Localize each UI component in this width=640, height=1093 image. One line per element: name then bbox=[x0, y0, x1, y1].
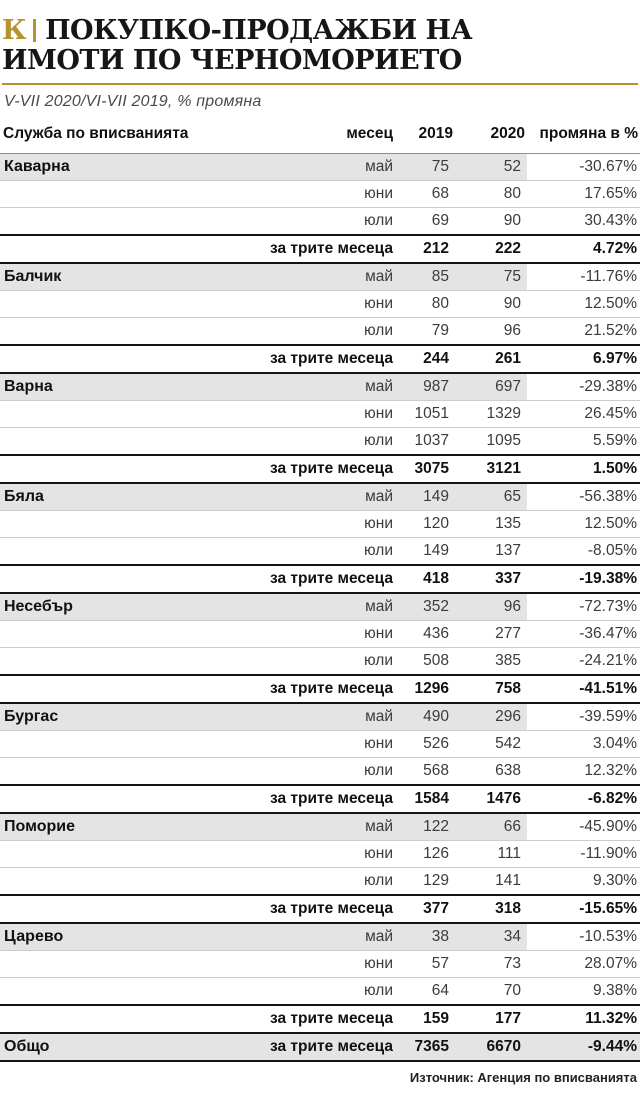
change-cell: -72.73% bbox=[579, 598, 637, 616]
value-2020-cell: 1329 bbox=[486, 405, 521, 423]
value-2019-cell: 377 bbox=[423, 900, 449, 918]
page-title bbox=[2, 16, 638, 76]
value-2020-cell: 1476 bbox=[486, 790, 521, 808]
table-header bbox=[0, 119, 640, 154]
month-cell: май bbox=[232, 703, 393, 731]
value-2019-cell: 1037 bbox=[414, 432, 449, 450]
town-cell: Варна bbox=[0, 373, 232, 401]
value-2020-cell: 6670 bbox=[455, 1033, 527, 1061]
change-cell: 9.38% bbox=[593, 982, 637, 1000]
value-2019-cell: 75 bbox=[393, 154, 455, 181]
value-2020-cell: 385 bbox=[495, 652, 521, 670]
title-text-1: ПОКУПКО-ПРОДАЖБИ НА bbox=[45, 15, 473, 46]
month-cell: юли bbox=[364, 542, 393, 560]
town-cell bbox=[0, 841, 232, 868]
table-row bbox=[0, 318, 640, 346]
change-cell: 1.50% bbox=[593, 460, 637, 478]
town-cell bbox=[0, 455, 232, 483]
month-cell: май bbox=[232, 483, 393, 511]
table-row bbox=[0, 648, 640, 676]
change-cell: -41.51% bbox=[579, 680, 637, 698]
town-cell: Несебър bbox=[0, 593, 232, 621]
change-cell: 17.65% bbox=[584, 185, 637, 203]
value-2019-cell: 244 bbox=[423, 350, 449, 368]
change-cell: -29.38% bbox=[579, 378, 637, 396]
town-cell bbox=[0, 538, 232, 566]
value-2020-cell: 34 bbox=[455, 923, 527, 951]
value-2019-cell: 57 bbox=[431, 955, 449, 973]
group-total-row bbox=[0, 455, 640, 483]
table-row bbox=[0, 154, 640, 181]
change-cell: -56.38% bbox=[579, 488, 637, 506]
value-2020-cell: 96 bbox=[455, 593, 527, 621]
table-row bbox=[0, 373, 640, 401]
month-cell: май bbox=[232, 813, 393, 841]
col-2019-header: 2019 bbox=[418, 125, 453, 143]
change-cell: -8.05% bbox=[587, 542, 637, 560]
town-cell bbox=[0, 731, 232, 758]
value-2019-cell: 508 bbox=[423, 652, 449, 670]
change-cell: 3.04% bbox=[593, 735, 637, 753]
value-2020-cell: 261 bbox=[495, 350, 521, 368]
value-2019-cell: 1584 bbox=[414, 790, 449, 808]
town-cell bbox=[0, 208, 232, 236]
change-cell: 26.45% bbox=[584, 405, 637, 423]
value-2020-cell: 90 bbox=[503, 295, 521, 313]
month-cell: юли bbox=[364, 652, 393, 670]
value-2019-cell: 69 bbox=[431, 212, 449, 230]
title-line-1 bbox=[2, 15, 472, 46]
change-cell: 4.72% bbox=[593, 240, 637, 258]
town-cell: Бяла bbox=[0, 483, 232, 511]
total-label-cell: за трите месеца bbox=[270, 240, 393, 258]
total-label-cell: за трите месеца bbox=[270, 460, 393, 478]
table-row bbox=[0, 428, 640, 456]
value-2019-cell: 120 bbox=[423, 515, 449, 533]
value-2019-cell: 129 bbox=[423, 872, 449, 890]
table-row bbox=[0, 291, 640, 318]
value-2020-cell: 66 bbox=[455, 813, 527, 841]
kapital-logo: К bbox=[2, 15, 27, 46]
value-2020-cell: 697 bbox=[455, 373, 527, 401]
value-2019-cell: 1051 bbox=[414, 405, 449, 423]
title-text-2: ИМОТИ ПО ЧЕРНОМОРИЕТО bbox=[2, 45, 462, 77]
month-cell: юли bbox=[364, 762, 393, 780]
value-2019-cell: 212 bbox=[423, 240, 449, 258]
value-2019-cell: 80 bbox=[431, 295, 449, 313]
town-cell bbox=[0, 648, 232, 676]
group-total-row bbox=[0, 235, 640, 263]
value-2020-cell: 337 bbox=[495, 570, 521, 588]
value-2020-cell: 1095 bbox=[486, 432, 521, 450]
change-cell: 28.07% bbox=[584, 955, 637, 973]
month-cell: юли bbox=[364, 212, 393, 230]
table-row bbox=[0, 511, 640, 538]
change-cell: -15.65% bbox=[579, 900, 637, 918]
value-2019-cell: 68 bbox=[431, 185, 449, 203]
town-cell bbox=[0, 895, 232, 923]
value-2020-cell: 111 bbox=[497, 845, 521, 863]
change-cell: -9.44% bbox=[527, 1033, 640, 1061]
month-cell: юни bbox=[364, 625, 393, 643]
value-2019-cell: 3075 bbox=[414, 460, 449, 478]
change-cell: -19.38% bbox=[579, 570, 637, 588]
value-2020-cell: 80 bbox=[503, 185, 521, 203]
value-2019-cell: 987 bbox=[393, 373, 455, 401]
value-2020-cell: 73 bbox=[503, 955, 521, 973]
month-cell: юни bbox=[364, 185, 393, 203]
town-cell: Бургас bbox=[0, 703, 232, 731]
value-2020-cell: 70 bbox=[503, 982, 521, 1000]
month-cell: май bbox=[232, 923, 393, 951]
town-cell bbox=[0, 318, 232, 346]
group-total-row bbox=[0, 675, 640, 703]
total-label-cell: за трите месеца bbox=[270, 680, 393, 698]
value-2019-cell: 159 bbox=[423, 1010, 449, 1028]
value-2019-cell: 64 bbox=[431, 982, 449, 1000]
value-2020-cell: 52 bbox=[455, 154, 527, 181]
town-cell bbox=[0, 235, 232, 263]
change-cell: 9.30% bbox=[593, 872, 637, 890]
total-label-cell: за трите месеца bbox=[270, 350, 393, 368]
change-cell: -6.82% bbox=[587, 790, 637, 808]
month-cell: юли bbox=[364, 322, 393, 340]
group-total-row bbox=[0, 785, 640, 813]
table-row bbox=[0, 923, 640, 951]
property-sales-table bbox=[0, 119, 640, 1062]
value-2020-cell: 96 bbox=[503, 322, 521, 340]
town-cell bbox=[0, 675, 232, 703]
table-row bbox=[0, 621, 640, 648]
value-2020-cell: 638 bbox=[495, 762, 521, 780]
town-cell bbox=[0, 951, 232, 978]
col-change-header: промяна в % bbox=[539, 125, 638, 143]
month-cell: юни bbox=[364, 735, 393, 753]
month-cell: юни bbox=[364, 515, 393, 533]
month-cell: май bbox=[232, 263, 393, 291]
gold-rule bbox=[2, 83, 638, 85]
table-row bbox=[0, 401, 640, 428]
table-row bbox=[0, 731, 640, 758]
town-cell bbox=[0, 978, 232, 1006]
value-2020-cell: 222 bbox=[495, 240, 521, 258]
header-row bbox=[0, 119, 640, 154]
month-cell: юли bbox=[364, 432, 393, 450]
value-2020-cell: 90 bbox=[503, 212, 521, 230]
table-row bbox=[0, 841, 640, 868]
value-2020-cell: 758 bbox=[495, 680, 521, 698]
month-cell: май bbox=[232, 373, 393, 401]
value-2020-cell: 542 bbox=[495, 735, 521, 753]
change-cell: -24.21% bbox=[579, 652, 637, 670]
value-2019-cell: 149 bbox=[393, 483, 455, 511]
month-cell: юли bbox=[364, 982, 393, 1000]
table-row bbox=[0, 758, 640, 786]
value-2020-cell: 65 bbox=[455, 483, 527, 511]
change-cell: -11.76% bbox=[580, 268, 637, 286]
group-total-row bbox=[0, 345, 640, 373]
month-cell: юни bbox=[364, 955, 393, 973]
table-row bbox=[0, 181, 640, 208]
town-cell bbox=[0, 428, 232, 456]
value-2019-cell: 149 bbox=[423, 542, 449, 560]
value-2020-cell: 296 bbox=[455, 703, 527, 731]
change-cell: 21.52% bbox=[584, 322, 637, 340]
total-label-cell: за трите месеца bbox=[270, 900, 393, 918]
value-2020-cell: 135 bbox=[495, 515, 521, 533]
table-row bbox=[0, 538, 640, 566]
group-total-row bbox=[0, 565, 640, 593]
value-2019-cell: 38 bbox=[393, 923, 455, 951]
month-cell: юни bbox=[364, 295, 393, 313]
value-2019-cell: 79 bbox=[431, 322, 449, 340]
table-row bbox=[0, 483, 640, 511]
value-2019-cell: 436 bbox=[423, 625, 449, 643]
change-cell: -30.67% bbox=[579, 158, 637, 176]
table-row bbox=[0, 951, 640, 978]
change-cell: 30.43% bbox=[584, 212, 637, 230]
town-cell: Общо bbox=[0, 1033, 232, 1061]
change-cell: 12.50% bbox=[584, 295, 637, 313]
group-total-row bbox=[0, 895, 640, 923]
change-cell: -39.59% bbox=[579, 708, 637, 726]
table-row bbox=[0, 978, 640, 1006]
town-cell: Поморие bbox=[0, 813, 232, 841]
change-cell: 6.97% bbox=[593, 350, 637, 368]
table-row bbox=[0, 593, 640, 621]
col-office-header: Служба по вписванията bbox=[3, 125, 189, 143]
value-2019-cell: 1296 bbox=[414, 680, 449, 698]
town-cell bbox=[0, 1005, 232, 1033]
masthead bbox=[0, 16, 640, 111]
subtitle: V-VII 2020/VI-VII 2019, % промяна bbox=[4, 93, 262, 111]
value-2019-cell: 568 bbox=[423, 762, 449, 780]
total-label-cell: за трите месеца bbox=[270, 570, 393, 588]
town-cell bbox=[0, 181, 232, 208]
value-2019-cell: 126 bbox=[423, 845, 449, 863]
month-cell: юни bbox=[364, 405, 393, 423]
change-cell: 12.32% bbox=[584, 762, 637, 780]
month-cell: май bbox=[232, 593, 393, 621]
change-cell: -36.47% bbox=[579, 625, 637, 643]
table-row bbox=[0, 208, 640, 236]
value-2020-cell: 141 bbox=[495, 872, 521, 890]
change-cell: -10.53% bbox=[579, 928, 637, 946]
logo-divider bbox=[33, 19, 36, 42]
value-2020-cell: 137 bbox=[495, 542, 521, 560]
value-2019-cell: 490 bbox=[393, 703, 455, 731]
value-2020-cell: 277 bbox=[495, 625, 521, 643]
change-cell: 12.50% bbox=[584, 515, 637, 533]
value-2019-cell: 526 bbox=[423, 735, 449, 753]
town-cell bbox=[0, 565, 232, 593]
town-cell bbox=[0, 291, 232, 318]
change-cell: 11.32% bbox=[585, 1010, 637, 1028]
table-body bbox=[0, 154, 640, 1062]
town-cell bbox=[0, 401, 232, 428]
town-cell: Каварна bbox=[0, 154, 232, 181]
value-2019-cell: 418 bbox=[423, 570, 449, 588]
value-2019-cell: 122 bbox=[393, 813, 455, 841]
town-cell bbox=[0, 345, 232, 373]
table-row bbox=[0, 263, 640, 291]
change-cell: 5.59% bbox=[593, 432, 637, 450]
value-2020-cell: 75 bbox=[455, 263, 527, 291]
table-row bbox=[0, 813, 640, 841]
month-cell: юни bbox=[364, 845, 393, 863]
source-note: Източник: Агенция по вписванията bbox=[409, 1070, 637, 1086]
value-2019-cell: 85 bbox=[393, 263, 455, 291]
town-cell bbox=[0, 785, 232, 813]
change-cell: -45.90% bbox=[579, 818, 637, 836]
town-cell bbox=[0, 621, 232, 648]
value-2019-cell: 352 bbox=[393, 593, 455, 621]
table-row bbox=[0, 703, 640, 731]
value-2019-cell: 7365 bbox=[393, 1033, 455, 1061]
col-month-header: месец bbox=[346, 125, 393, 143]
group-total-row bbox=[0, 1005, 640, 1033]
table-row bbox=[0, 868, 640, 896]
value-2020-cell: 318 bbox=[495, 900, 521, 918]
total-label-cell: за трите месеца bbox=[270, 790, 393, 808]
grand-total-row bbox=[0, 1033, 640, 1061]
total-label-cell: за трите месеца bbox=[232, 1033, 393, 1061]
change-cell: -11.90% bbox=[580, 845, 637, 863]
town-cell: Царево bbox=[0, 923, 232, 951]
value-2020-cell: 177 bbox=[495, 1010, 521, 1028]
town-cell: Балчик bbox=[0, 263, 232, 291]
town-cell bbox=[0, 758, 232, 786]
total-label-cell: за трите месеца bbox=[270, 1010, 393, 1028]
month-cell: май bbox=[232, 154, 393, 181]
month-cell: юли bbox=[364, 872, 393, 890]
col-2020-header: 2020 bbox=[490, 125, 525, 143]
value-2020-cell: 3121 bbox=[486, 460, 521, 478]
town-cell bbox=[0, 511, 232, 538]
town-cell bbox=[0, 868, 232, 896]
